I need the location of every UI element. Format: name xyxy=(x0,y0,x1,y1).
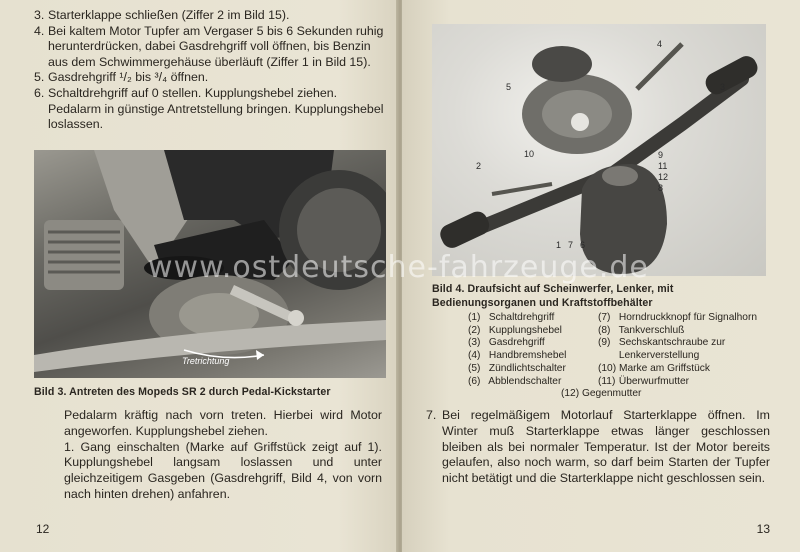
left-body-text xyxy=(52,408,382,503)
callout-9: 9 xyxy=(658,150,664,160)
handlebar-illustration xyxy=(432,24,766,276)
callout-12: 12 xyxy=(658,172,669,182)
step-item: 6. Schaltdrehgriff auf 0 stellen. Kupplungshebel ziehen. Pedalarm in günstige Antretstellung bringen. Kupplungshebel loslassen. xyxy=(34,85,384,132)
figure-4-caption: Bild 4. Draufsicht auf Scheinwerfer, Lenker, mit Bedienungsorganen und Kraftstoffbehälter xyxy=(432,283,674,309)
legend-item: (11) Überwurfmutter xyxy=(598,375,690,387)
watermark-text: www.ostdeutsche-fahrzeuge.de xyxy=(148,250,649,285)
handlebar-photo xyxy=(432,24,766,276)
callout-6: 6 xyxy=(580,240,586,250)
callout-5: 5 xyxy=(506,82,512,92)
callout-7: 7 xyxy=(568,240,574,250)
callout-11: 11 xyxy=(658,161,668,171)
legend-column-left xyxy=(468,312,588,388)
callout-4: 4 xyxy=(657,39,663,49)
tretrichtung-label: Tretrichtung xyxy=(182,356,230,366)
legend-item: (9) Sechskantschraube zur xyxy=(598,337,726,349)
step-item: 7. Bei regelmäßigem Motorlauf Starterklappe öffnen. Im Winter muß Starterklappe etwas länger geschlossen bleiben als bei normaler Temperatur. Ist der Motor bereits gelaufen, also noch warm, so darf beim Starten der Tupfer nicht betätigt und die Starterklappe nicht geschlossen sein. xyxy=(426,408,770,486)
legend-item: (4) Handbremshebel xyxy=(468,350,567,362)
legend-item: Lenkerverstellung xyxy=(618,350,700,362)
callout-1: 1 xyxy=(556,240,562,250)
callout-2: 2 xyxy=(476,161,482,171)
legend-item: (2) Kupplungshebel xyxy=(468,324,562,336)
figure-3-caption: Bild 3. Antreten des Mopeds SR 2 durch Pedal-Kickstarter xyxy=(34,386,331,398)
left-page xyxy=(0,0,398,552)
legend-item: (12) Gegenmutter xyxy=(561,388,642,399)
instruction-steps xyxy=(34,8,384,133)
legend-item: (6) Abblendschalter xyxy=(468,375,562,387)
kickstarter-illustration xyxy=(34,150,386,378)
body-paragraph: Pedalarm kräftig nach vorn treten. Hierbei wird Motor angeworfen. Kupplungshebel ziehen. xyxy=(64,408,382,438)
legend-column-right xyxy=(598,312,768,388)
step-item: 3. Starterklappe schließen (Ziffer 2 im Bild 15). xyxy=(34,8,290,22)
step-item: 5. Gasdrehgriff ¹/₂ bis ³/₄ öffnen. xyxy=(34,70,209,85)
callout-3: 3 xyxy=(720,82,726,92)
right-body-text xyxy=(426,408,770,487)
kickstarter-photo xyxy=(34,150,386,378)
legend-item: (1) Schaltdrehgriff xyxy=(468,312,555,323)
legend-item: (8) Tankverschluß xyxy=(598,324,685,336)
body-paragraph: 1. Gang einschalten (Marke auf Griffstück zeigt auf 1). Kupplungshebel langsam loslassen und unter gleichzeitigem Gasgeben (Gasdrehgriff, Bild 4, von vorn nach hinten drehen) anfahren. xyxy=(64,439,382,501)
step-item: 4. Bei kaltem Motor Tupfer am Vergaser 5 bis 6 Sekunden ruhig herunterdrücken, dabei Gasdrehgriff voll öffnen, bis Benzin aus dem Schwimmergehäuse überläuft (Ziffer 1 in Bild 15). xyxy=(34,23,384,69)
callout-10: 10 xyxy=(524,149,535,159)
page-number-right: 13 xyxy=(756,522,770,536)
page-number-left: 12 xyxy=(36,522,50,536)
legend-item: (5) Zündlichtschalter xyxy=(468,362,566,374)
legend-item: (10) Marke am Griffstück xyxy=(598,362,710,374)
callout-8: 8 xyxy=(658,183,664,193)
legend-item: (7) Horndruckknopf für Signalhorn xyxy=(598,312,758,323)
legend-item: (3) Gasdrehgriff xyxy=(468,337,545,349)
